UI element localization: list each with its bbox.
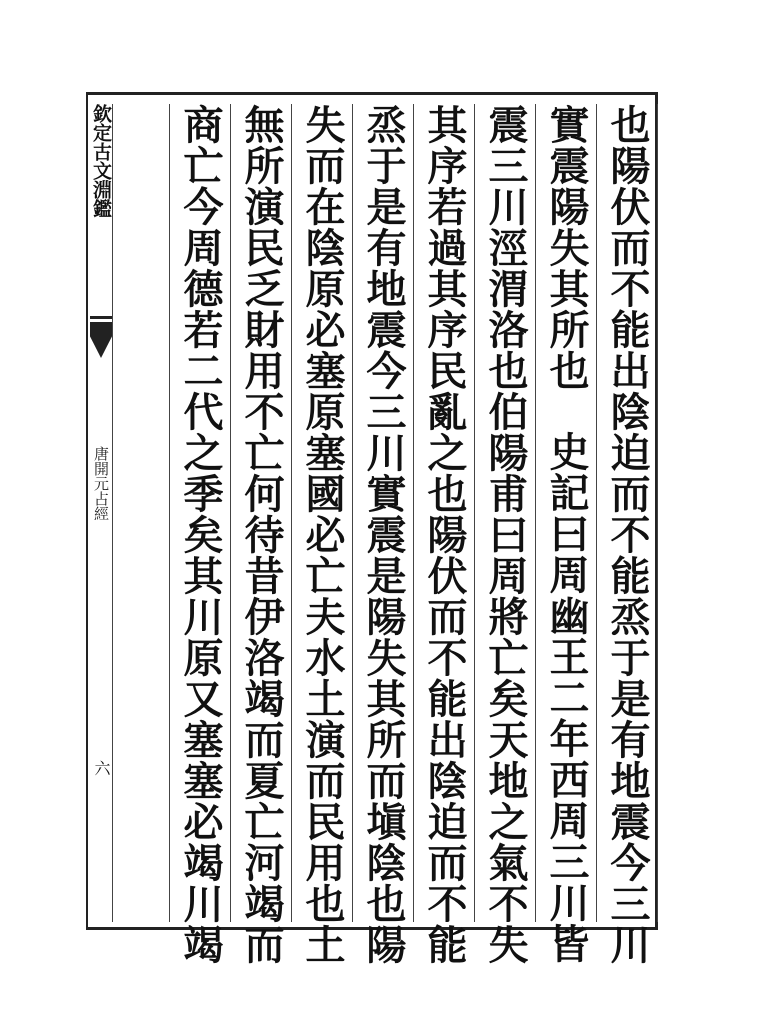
text-column-4 — [413, 104, 474, 965]
column-text-quote: 史記曰周幽王二年西周三川皆 — [543, 431, 590, 964]
text-column-6 — [291, 104, 352, 965]
text-column-7 — [230, 104, 291, 965]
text-column-3 — [474, 104, 535, 965]
column-text: 其序若過其序民亂之也陽伏而不能出陰迫而不能 — [421, 104, 468, 965]
text-column-1 — [596, 104, 658, 965]
text-column-5 — [352, 104, 413, 965]
column-text: 失而在陰原必塞原塞國必亡夫水土演而民用也土 — [299, 104, 346, 965]
column-text: 也陽伏而不能出陰迫而不能烝于是有地震今三川 — [604, 104, 651, 965]
column-text — [536, 104, 596, 964]
margin-book-title: 欽定古文淵鑑 — [90, 104, 112, 218]
column-text: 無所演民乏財用不亡何待昔伊洛竭而夏亡河竭而 — [238, 104, 285, 965]
margin-page-number: 六 — [92, 760, 111, 776]
text-column-8 — [169, 104, 230, 965]
margin-section-title: 唐開元占經 — [92, 446, 110, 521]
fish-tail-line — [90, 316, 112, 319]
text-column-2 — [535, 104, 596, 964]
column-text: 商亡今周德若二代之季矣其川原又塞塞必竭川竭 — [177, 104, 224, 965]
text-column-blank — [112, 104, 170, 922]
column-text: 震三川涇渭洛也伯陽甫曰周將亡矣天地之氣不失 — [482, 104, 529, 965]
column-text-main: 實震陽失其所也 — [543, 104, 590, 391]
column-text: 烝于是有地震今三川實震是陽失其所而塡陰也陽 — [360, 104, 407, 965]
